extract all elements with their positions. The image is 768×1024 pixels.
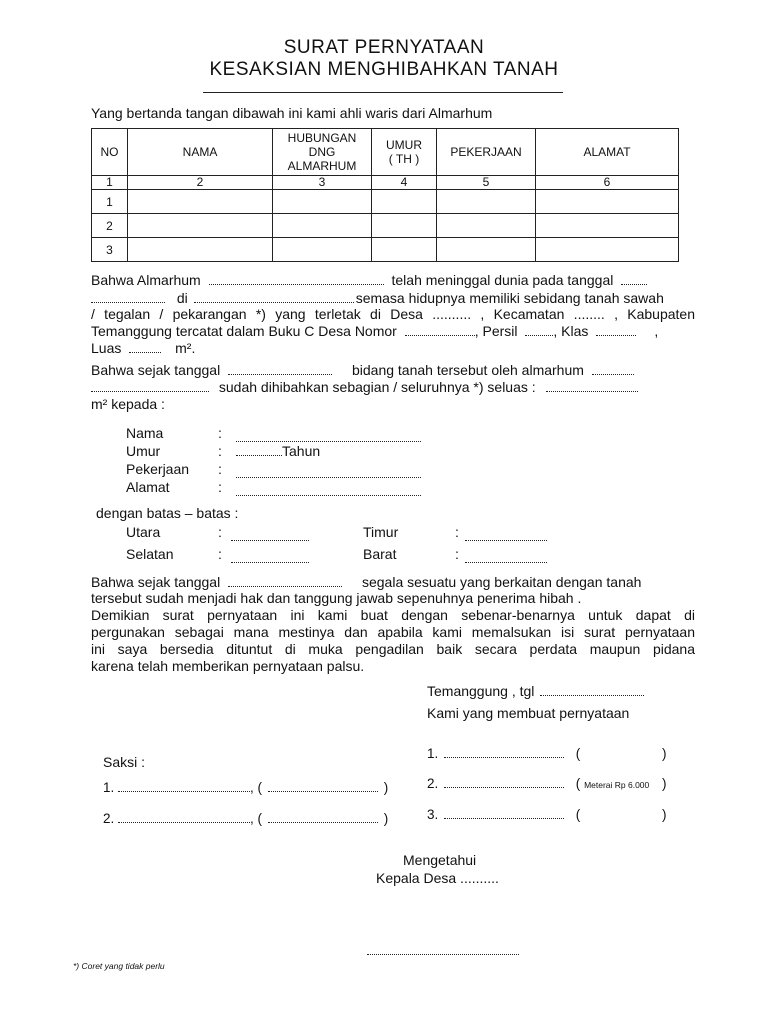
col-number: 6	[536, 176, 679, 190]
signer-1-close: )	[662, 746, 667, 761]
witness-2: 2. , ( )	[103, 811, 389, 826]
table-row	[92, 238, 679, 262]
intro-text: Yang bertanda tangan dibawah ini kami ahli waris dari Almarhum	[91, 105, 493, 121]
col-number: 2	[128, 176, 273, 190]
blank-field	[596, 325, 636, 336]
para2-line3: m² kepada :	[91, 396, 165, 412]
header-nama: NAMA	[128, 129, 273, 176]
col-number: 3	[273, 176, 372, 190]
umur-field: Tahun	[236, 443, 320, 459]
header-no: NO	[92, 129, 128, 176]
colon: :	[218, 461, 222, 477]
colon: :	[455, 524, 459, 540]
para2-line2: sudah dihibahkan sebagian / seluruhnya *) seluas :	[91, 379, 638, 395]
blank-field	[236, 445, 282, 456]
para1-line3: / tegalan / pekarangan *) yang terletak di Desa .......... , Kecamatan ........ , Kabupaten	[91, 306, 695, 322]
blank-field	[236, 431, 421, 442]
village-head-signature-line	[367, 944, 519, 955]
table-row	[92, 190, 679, 214]
table-cell	[372, 214, 437, 238]
blank-field	[268, 812, 378, 823]
table-cell	[437, 238, 536, 262]
blank-field	[228, 576, 342, 587]
title-line-1: SURAT PERNYATAAN	[283, 37, 485, 58]
signer-3-close: )	[662, 807, 667, 822]
para3-line5: ini saya bersedia dituntut di muka pengadilan baik secara perdata maupun pidana	[91, 641, 695, 657]
para1-line2: di semasa hidupnya memiliki sebidang tanah sawah	[91, 290, 664, 306]
header-hubungan: HUBUNGAN DNG ALMARHUM	[273, 129, 372, 176]
approval-line2: Kepala Desa ..........	[376, 870, 499, 886]
heirs-table	[91, 128, 679, 262]
para1-line4: Temanggung tercatat dalam Buku C Desa Nomor , Persil , Klas ,	[91, 323, 659, 339]
blank-field	[546, 381, 638, 392]
signer-2: 2. ( Meterai Rp 6.000	[427, 776, 650, 791]
label-timur: Timur	[363, 524, 399, 540]
para3-line3: Demikian surat pernyataan ini kami buat dengan sebenar-benarnya untuk dapat di	[91, 607, 695, 623]
row-number: 2	[92, 214, 128, 238]
title-underline	[203, 92, 563, 93]
table-cell	[372, 190, 437, 214]
table-cell	[437, 214, 536, 238]
blank-field	[405, 325, 475, 336]
blank-field	[228, 364, 332, 375]
blank-field	[118, 781, 250, 792]
table-header-row	[92, 129, 679, 176]
blank-field	[621, 274, 647, 285]
table-cell	[536, 190, 679, 214]
para3-line1: Bahwa sejak tanggal segala sesuatu yang berkaitan dengan tanah	[91, 574, 642, 590]
table-cell	[536, 238, 679, 262]
meterai-label: Meterai Rp 6.000	[584, 780, 650, 790]
witness-label: Saksi :	[103, 754, 146, 770]
signer-1: 1. (	[427, 746, 581, 761]
colon: :	[218, 425, 222, 441]
blank-field	[444, 747, 564, 758]
blank-field	[194, 292, 354, 303]
para3-line6: karena telah memberikan pernyataan palsu.	[91, 658, 365, 674]
blank-field	[118, 812, 250, 823]
blank-field	[236, 485, 421, 496]
table-cell	[128, 214, 273, 238]
blank-field	[231, 530, 309, 541]
blank-field	[444, 777, 564, 788]
signer-3: 3. (	[427, 807, 581, 822]
borders-heading: dengan batas – batas :	[96, 505, 239, 521]
colon: :	[218, 443, 222, 459]
label-utara: Utara	[126, 524, 161, 540]
row-number: 3	[92, 238, 128, 262]
label-alamat: Alamat	[126, 479, 170, 495]
table-row	[92, 214, 679, 238]
header-pekerjaan: PEKERJAAN	[437, 129, 536, 176]
col-number: 1	[92, 176, 128, 190]
row-number: 1	[92, 190, 128, 214]
blank-field	[231, 552, 309, 563]
colon: :	[218, 479, 222, 495]
blank-field	[236, 467, 421, 478]
blank-field	[592, 364, 634, 375]
label-barat: Barat	[363, 546, 397, 562]
label-selatan: Selatan	[126, 546, 174, 562]
label-umur: Umur	[126, 443, 161, 459]
colon: :	[455, 546, 459, 562]
para3-line2: tersebut sudah menjadi hak dan tanggung jawab sepenuhnya penerima hibah .	[91, 590, 582, 606]
table-cell	[536, 214, 679, 238]
blank-field	[444, 808, 564, 819]
header-umur: UMUR ( TH )	[372, 129, 437, 176]
title-line-2: KESAKSIAN MENGHIBAHKAN TANAH	[209, 59, 559, 80]
para1-line1: Bahwa Almarhum telah meninggal dunia pada tanggal	[91, 272, 647, 288]
label-pekerjaan: Pekerjaan	[126, 461, 190, 477]
colon: :	[218, 546, 222, 562]
blank-field	[91, 292, 165, 303]
approval-line1: Mengetahui	[403, 852, 477, 868]
blank-field	[268, 781, 378, 792]
signer-2-close: )	[662, 776, 667, 791]
table-cell	[128, 238, 273, 262]
signer-statement: Kami yang membuat pernyataan	[427, 705, 630, 721]
footnote: *) Coret yang tidak perlu	[73, 961, 165, 971]
blank-field	[465, 552, 547, 563]
blank-field	[91, 381, 209, 392]
label-nama: Nama	[126, 425, 164, 441]
table-cell	[273, 190, 372, 214]
blank-field	[540, 685, 644, 696]
table-cell	[372, 238, 437, 262]
blank-field	[129, 342, 161, 353]
table-cell	[273, 214, 372, 238]
col-number: 4	[372, 176, 437, 190]
blank-field	[525, 325, 553, 336]
blank-field	[465, 530, 547, 541]
blank-field	[209, 274, 384, 285]
table-column-numbers	[92, 176, 679, 190]
header-alamat: ALAMAT	[536, 129, 679, 176]
para1-line5: Luas m².	[91, 340, 196, 356]
para2-line1: Bahwa sejak tanggal bidang tanah tersebut oleh almarhum	[91, 362, 634, 378]
colon: :	[218, 524, 222, 540]
col-number: 5	[437, 176, 536, 190]
table-cell	[128, 190, 273, 214]
table-cell	[437, 190, 536, 214]
place-date: Temanggung , tgl	[427, 683, 644, 699]
witness-1: 1. , ( )	[103, 780, 389, 795]
table-cell	[273, 238, 372, 262]
para3-line4: pergunakan sebagai mana mestinya dan apabila kami memalsukan isi surat pernyataan	[91, 624, 695, 640]
